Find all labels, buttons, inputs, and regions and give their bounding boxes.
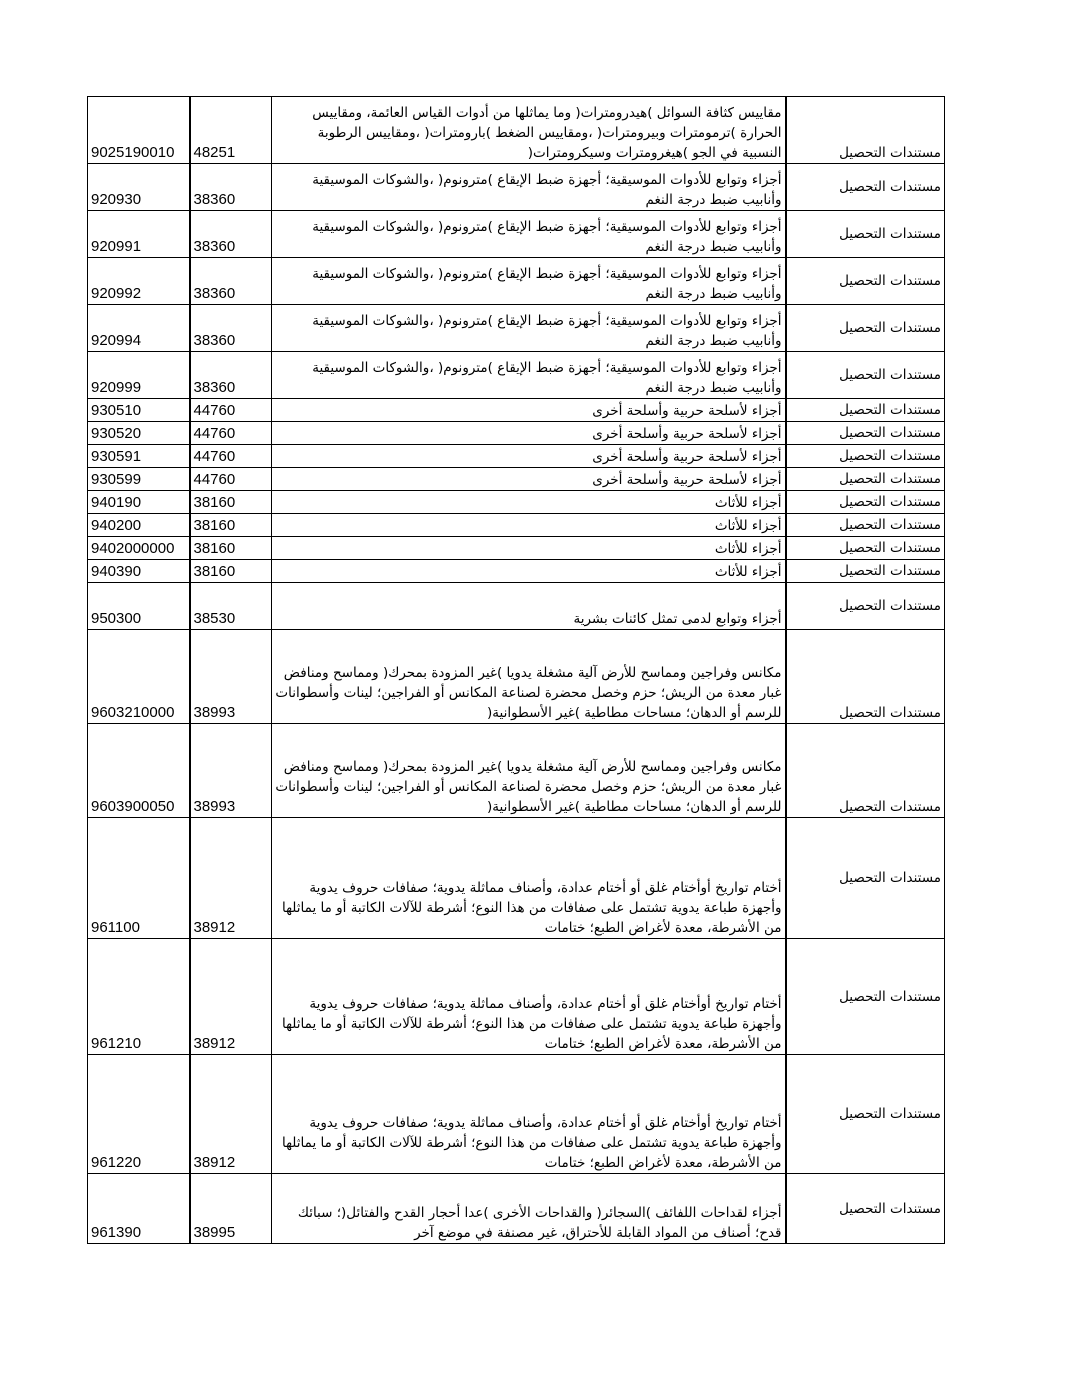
- hs-code-cell: 9025190010: [88, 97, 190, 164]
- description-cell: مكانس وفراجين ومماسح للأرض آلية مشغلة يدويا )غير المزودة بمحرك( ومماسح ومنافض غبار معدة من الريش؛ حزم وخصل محضرة لصناعة المكانس أو الفراجين؛ لينات وأسطوانات للرسم أو الدهان؛ مساحات مطاطية )غير الأسطوانية(: [272, 724, 786, 818]
- tariff-code-cell: 38360: [190, 352, 272, 399]
- hs-code-cell: 940200: [88, 514, 190, 537]
- table-row: [88, 97, 945, 164]
- table-body: [88, 97, 945, 1244]
- hs-code-cell: 9603900050: [88, 724, 190, 818]
- description-cell: أجزاء للأثاث: [272, 514, 786, 537]
- table-row: [88, 164, 945, 211]
- tariff-code-cell: 38993: [190, 630, 272, 724]
- hs-code-cell: 940390: [88, 560, 190, 583]
- category-cell: مستندات التحصيل: [786, 1055, 945, 1174]
- tariff-code-cell: 44760: [190, 399, 272, 422]
- hs-code-cell: 9402000000: [88, 537, 190, 560]
- tariff-code-cell: 48251: [190, 97, 272, 164]
- description-cell: أختام تواريخ أوأختام غلق أو أختام عدادة، وأصناف مماثلة يدوية؛ صفافات حروف يدوية وأجهزة طباعة يدوية تشتمل على صفافات من هذا النوع؛ أشرطة للآلات الكاتبة أو ما يماثلها من الأشرطة، معدة لأغراض الطبع؛ ختامات: [272, 1055, 786, 1174]
- tariff-code-cell: 38160: [190, 491, 272, 514]
- category-cell: مستندات التحصيل: [786, 724, 945, 818]
- tariff-code-cell: 38360: [190, 164, 272, 211]
- tariff-code-cell: 38912: [190, 818, 272, 939]
- hs-code-cell: 920991: [88, 211, 190, 258]
- category-cell: مستندات التحصيل: [786, 818, 945, 939]
- category-cell: مستندات التحصيل: [786, 491, 945, 514]
- description-cell: أجزاء لأسلحة حربية وأسلحة أخرى: [272, 399, 786, 422]
- category-cell: مستندات التحصيل: [786, 445, 945, 468]
- hs-code-cell: 961100: [88, 818, 190, 939]
- description-cell: أجزاء للأثاث: [272, 560, 786, 583]
- tariff-code-cell: 38160: [190, 537, 272, 560]
- hs-code-cell: 920994: [88, 305, 190, 352]
- category-cell: مستندات التحصيل: [786, 583, 945, 630]
- hs-code-cell: 961210: [88, 939, 190, 1055]
- description-cell: أجزاء لأسلحة حربية وأسلحة أخرى: [272, 445, 786, 468]
- table-row: [88, 399, 945, 422]
- table-row: [88, 211, 945, 258]
- hs-code-cell: 9603210000: [88, 630, 190, 724]
- category-cell: مستندات التحصيل: [786, 258, 945, 305]
- description-cell: أجزاء لأسلحة حربية وأسلحة أخرى: [272, 468, 786, 491]
- hs-code-cell: 920930: [88, 164, 190, 211]
- description-cell: أجزاء وتوابع للأدوات الموسيقية؛ أجهزة ضبط الإيقاع )مترونوم( ،والشوكات الموسيقية وأنابيب ضبط درجة النغم: [272, 164, 786, 211]
- table-row: [88, 630, 945, 724]
- tariff-code-cell: 38993: [190, 724, 272, 818]
- tariff-code-cell: 38160: [190, 514, 272, 537]
- description-cell: أجزاء للأثاث: [272, 491, 786, 514]
- description-cell: أجزاء لقداحات اللفائف )السجائر( والقداحات الأخرى )عدا أحجار القدح والفتائل(؛ سبائك قدح؛ أصناف من المواد القابلة للأحتراق، غير مصنفة في موضع آخر: [272, 1174, 786, 1244]
- category-cell: مستندات التحصيل: [786, 537, 945, 560]
- description-cell: أجزاء وتوابع للأدوات الموسيقية؛ أجهزة ضبط الإيقاع )مترونوم( ،والشوكات الموسيقية وأنابيب ضبط درجة النغم: [272, 352, 786, 399]
- description-cell: أجزاء وتوابع للأدوات الموسيقية؛ أجهزة ضبط الإيقاع )مترونوم( ،والشوكات الموسيقية وأنابيب ضبط درجة النغم: [272, 258, 786, 305]
- table-row: [88, 1055, 945, 1174]
- description-cell: مكانس وفراجين ومماسح للأرض آلية مشغلة يدويا )غير المزودة بمحرك( ومماسح ومنافض غبار معدة من الريش؛ حزم وخصل محضرة لصناعة المكانس أو الفراجين؛ لينات وأسطوانات للرسم أو الدهان؛ مساحات مطاطية )غير الأسطوانية(: [272, 630, 786, 724]
- category-cell: مستندات التحصيل: [786, 352, 945, 399]
- table-row: [88, 939, 945, 1055]
- table-row: [88, 514, 945, 537]
- description-cell: أجزاء لأسلحة حربية وأسلحة أخرى: [272, 422, 786, 445]
- table-row: [88, 352, 945, 399]
- table-row: [88, 583, 945, 630]
- description-cell: أختام تواريخ أوأختام غلق أو أختام عدادة، وأصناف مماثلة يدوية؛ صفافات حروف يدوية وأجهزة طباعة يدوية تشتمل على صفافات من هذا النوع؛ أشرطة للآلات الكاتبة أو ما يماثلها من الأشرطة، معدة لأغراض الطبع؛ ختامات: [272, 818, 786, 939]
- description-cell: أجزاء وتوابع للأدوات الموسيقية؛ أجهزة ضبط الإيقاع )مترونوم( ،والشوكات الموسيقية وأنابيب ضبط درجة النغم: [272, 211, 786, 258]
- tariff-code-cell: 38912: [190, 1055, 272, 1174]
- tariff-code-cell: 44760: [190, 445, 272, 468]
- category-cell: مستندات التحصيل: [786, 164, 945, 211]
- description-cell: أجزاء وتوابع للأدوات الموسيقية؛ أجهزة ضبط الإيقاع )مترونوم( ،والشوكات الموسيقية وأنابيب ضبط درجة النغم: [272, 305, 786, 352]
- description-cell: أجزاء للأثاث: [272, 537, 786, 560]
- hs-code-cell: 920999: [88, 352, 190, 399]
- category-cell: مستندات التحصيل: [786, 514, 945, 537]
- hs-code-cell: 930591: [88, 445, 190, 468]
- table-row: [88, 422, 945, 445]
- description-cell: أختام تواريخ أوأختام غلق أو أختام عدادة، وأصناف مماثلة يدوية؛ صفافات حروف يدوية وأجهزة طباعة يدوية تشتمل على صفافات من هذا النوع؛ أشرطة للآلات الكاتبة أو ما يماثلها من الأشرطة، معدة لأغراض الطبع؛ ختامات: [272, 939, 786, 1055]
- category-cell: مستندات التحصيل: [786, 560, 945, 583]
- category-cell: مستندات التحصيل: [786, 468, 945, 491]
- tariff-table: [87, 96, 945, 1244]
- tariff-code-cell: 38360: [190, 211, 272, 258]
- hs-code-cell: 930510: [88, 399, 190, 422]
- category-cell: مستندات التحصيل: [786, 399, 945, 422]
- tariff-code-cell: 44760: [190, 422, 272, 445]
- category-cell: مستندات التحصيل: [786, 97, 945, 164]
- hs-code-cell: 920992: [88, 258, 190, 305]
- description-cell: مقاييس كثافة السوائل )هيدرومترات( وما يماثلها من أدوات القياس العائمة، ومقاييس الحرارة )ترمومترات وبيرومترات( ،ومقاييس الضغط )بارومترات( ،ومقاييس الرطوبة النسبية في الجو )هيغرومترات وسيكرومترات(: [272, 97, 786, 164]
- hs-code-cell: 930599: [88, 468, 190, 491]
- tariff-code-cell: 38912: [190, 939, 272, 1055]
- description-cell: أجزاء وتوابع لدمى تمثل كائنات بشرية: [272, 583, 786, 630]
- category-cell: مستندات التحصيل: [786, 939, 945, 1055]
- hs-code-cell: 950300: [88, 583, 190, 630]
- hs-code-cell: 930520: [88, 422, 190, 445]
- table-row: [88, 468, 945, 491]
- category-cell: مستندات التحصيل: [786, 630, 945, 724]
- table-row: [88, 818, 945, 939]
- tariff-code-cell: 38360: [190, 305, 272, 352]
- category-cell: مستندات التحصيل: [786, 211, 945, 258]
- category-cell: مستندات التحصيل: [786, 422, 945, 445]
- category-cell: مستندات التحصيل: [786, 305, 945, 352]
- hs-code-cell: 961220: [88, 1055, 190, 1174]
- hs-code-cell: 940190: [88, 491, 190, 514]
- table-row: [88, 491, 945, 514]
- tariff-code-cell: 44760: [190, 468, 272, 491]
- category-cell: مستندات التحصيل: [786, 1174, 945, 1244]
- table-row: [88, 1174, 945, 1244]
- table-row: [88, 305, 945, 352]
- table-row: [88, 258, 945, 305]
- table-row: [88, 724, 945, 818]
- hs-code-cell: 961390: [88, 1174, 190, 1244]
- tariff-code-cell: 38360: [190, 258, 272, 305]
- table-row: [88, 537, 945, 560]
- tariff-code-cell: 38160: [190, 560, 272, 583]
- tariff-code-cell: 38530: [190, 583, 272, 630]
- table-row: [88, 560, 945, 583]
- tariff-code-cell: 38995: [190, 1174, 272, 1244]
- table-row: [88, 445, 945, 468]
